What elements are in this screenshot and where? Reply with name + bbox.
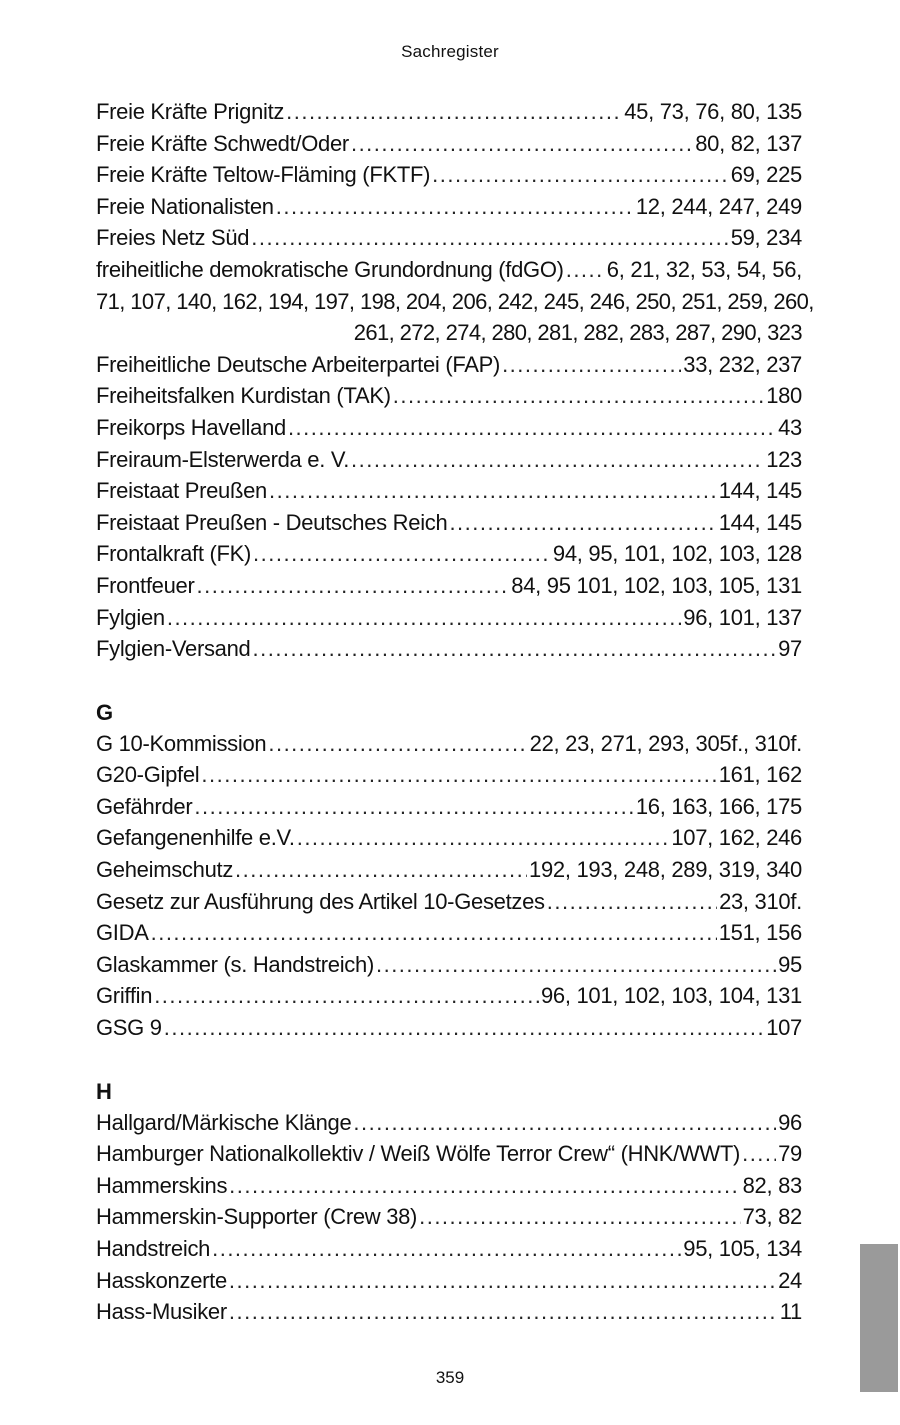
entry-pages: 123 xyxy=(766,446,802,472)
index-entry xyxy=(96,1138,802,1170)
entry-pages: 144, 145 xyxy=(718,478,802,504)
entry-pages: 6, 21, 32, 53, 54, 56, xyxy=(606,256,802,282)
entry-term: Gefangenenhilfe e.V. xyxy=(96,825,295,851)
entry-pages: 151, 156 xyxy=(718,920,802,946)
entry-term: Gesetz zur Ausführung des Artikel 10-Gesetzes xyxy=(96,888,545,914)
dot-leader xyxy=(742,1138,776,1170)
entry-pages: 69, 225 xyxy=(730,162,802,188)
index-entry xyxy=(96,791,802,823)
entry-term: Gefährder xyxy=(96,793,193,819)
entry-pages: 80, 82, 137 xyxy=(695,130,802,156)
index-entry xyxy=(96,159,802,191)
entry-term: Freie Kräfte Schwedt/Oder xyxy=(96,130,349,156)
entry-pages: 59, 234 xyxy=(730,225,802,251)
dot-leader xyxy=(566,254,605,286)
entry-pages: 107, 162, 246 xyxy=(671,825,802,851)
entry-term: Fylgien-Versand xyxy=(96,636,251,662)
entry-term: GSG 9 xyxy=(96,1015,162,1041)
index-entry xyxy=(96,822,802,854)
index-entry xyxy=(96,633,802,665)
index-entry xyxy=(96,444,802,476)
dot-leader xyxy=(351,128,693,160)
dot-leader xyxy=(212,1233,681,1265)
dot-leader xyxy=(353,1107,776,1139)
section-letter: H xyxy=(96,1078,112,1104)
entry-pages: 16, 163, 166, 175 xyxy=(635,793,802,819)
index-entry xyxy=(96,886,802,918)
entry-term: Freistaat Preußen xyxy=(96,478,267,504)
entry-pages-continuation: 261, 272, 274, 280, 281, 282, 283, 287, 290, 323 xyxy=(353,320,802,346)
index-entry xyxy=(96,349,802,381)
index-entry xyxy=(96,728,802,760)
dot-leader xyxy=(449,507,716,539)
entry-pages: 96 xyxy=(778,1109,802,1135)
dot-leader xyxy=(235,854,527,886)
entry-pages: 97 xyxy=(778,636,802,662)
entry-pages: 33, 232, 237 xyxy=(683,351,802,377)
entry-pages: 107 xyxy=(766,1015,802,1041)
dot-leader xyxy=(351,444,764,476)
dot-leader xyxy=(297,822,670,854)
entry-pages: 22, 23, 271, 293, 305f., 310f. xyxy=(529,730,802,756)
entry-term: Freikorps Havelland xyxy=(96,414,286,440)
index-entry xyxy=(96,917,802,949)
entry-term: G 10-Kommission xyxy=(96,730,267,756)
index-entry xyxy=(96,1107,802,1139)
index-entry xyxy=(96,538,802,570)
entry-pages: 23, 310f. xyxy=(719,888,802,914)
index-section xyxy=(96,697,802,1044)
index-entry xyxy=(96,980,802,1012)
dot-leader xyxy=(288,412,776,444)
entry-pages: 84, 95 101, 102, 103, 105, 131 xyxy=(511,572,802,598)
entry-pages: 161, 162 xyxy=(718,762,802,788)
dot-leader xyxy=(276,191,634,223)
index-entry xyxy=(96,507,802,539)
page-number: 359 xyxy=(435,1368,465,1387)
entry-pages: 94, 95, 101, 102, 103, 128 xyxy=(552,541,802,567)
entry-term: Frontfeuer xyxy=(96,572,195,598)
index-entry xyxy=(96,191,802,223)
dot-leader xyxy=(229,1296,778,1328)
entry-pages: 96, 101, 102, 103, 104, 131 xyxy=(540,983,802,1009)
entry-pages: 180 xyxy=(766,383,802,409)
entry-term: Geheimschutz xyxy=(96,857,234,883)
dot-leader xyxy=(229,1265,776,1297)
index-entry xyxy=(96,412,802,444)
entry-term: G20-Gipfel xyxy=(96,762,200,788)
entry-term: Freiheitsfalken Kurdistan (TAK) xyxy=(96,383,391,409)
index-entry xyxy=(96,570,802,602)
dot-leader xyxy=(164,1012,764,1044)
entry-term: Freiheitliche Deutsche Arbeiterpartei (FAP) xyxy=(96,351,501,377)
entry-pages: 95 xyxy=(778,951,802,977)
running-title: Sachregister xyxy=(401,42,499,61)
dot-leader xyxy=(286,96,622,128)
entry-term: Freiraum-Elsterwerda e. V. xyxy=(96,446,350,472)
index-entry xyxy=(96,222,802,254)
index-section xyxy=(96,1076,802,1328)
dot-leader xyxy=(151,917,717,949)
index-entry xyxy=(96,1265,802,1297)
dot-leader xyxy=(269,475,717,507)
dot-leader xyxy=(376,949,776,981)
dot-leader xyxy=(253,538,551,570)
subject-index xyxy=(96,96,814,1328)
entry-pages-continuation: 71, 107, 140, 162, 194, 197, 198, 204, 206, 242, 245, 246, 250, 251, 259, 260, xyxy=(96,288,814,314)
entry-pages: 96, 101, 137 xyxy=(683,604,802,630)
index-entry xyxy=(96,602,802,634)
entry-term: Freistaat Preußen - Deutsches Reich xyxy=(96,509,448,535)
entry-term: Frontalkraft (FK) xyxy=(96,541,252,567)
entry-term: Glaskammer (s. Handstreich) xyxy=(96,951,374,977)
index-section xyxy=(96,96,814,665)
dot-leader xyxy=(194,791,633,823)
entry-pages: 79 xyxy=(778,1141,802,1167)
dot-leader xyxy=(268,728,527,760)
dot-leader xyxy=(154,980,539,1012)
dot-leader xyxy=(197,570,510,602)
entry-term: Freie Kräfte Teltow-Fläming (FKTF) xyxy=(96,162,431,188)
entry-pages: 11 xyxy=(779,1299,802,1325)
index-entry xyxy=(96,759,802,791)
entry-pages: 43 xyxy=(778,414,802,440)
dot-leader xyxy=(393,380,764,412)
entry-term: Handstreich xyxy=(96,1236,211,1261)
entry-term: Griffin xyxy=(96,983,153,1009)
index-entry xyxy=(96,1012,802,1044)
index-entry xyxy=(96,1233,802,1265)
index-entry xyxy=(96,254,802,286)
dot-leader xyxy=(547,886,717,918)
entry-pages: 192, 193, 248, 289, 319, 340 xyxy=(529,857,802,883)
dot-leader xyxy=(251,222,728,254)
index-entry xyxy=(96,128,802,160)
index-entry xyxy=(96,96,802,128)
entry-term: Hammerskins xyxy=(96,1172,228,1198)
entry-term: Freie Nationalisten xyxy=(96,193,274,219)
dot-leader xyxy=(419,1201,741,1233)
entry-pages: 144, 145 xyxy=(718,509,802,535)
entry-term: Freies Netz Süd xyxy=(96,225,250,251)
index-entry xyxy=(96,854,802,886)
index-entry xyxy=(96,1201,802,1233)
dot-leader xyxy=(252,633,776,665)
index-entry xyxy=(96,380,802,412)
index-entry xyxy=(96,475,802,507)
entry-term: freiheitliche demokratische Grundordnung (fdGO) xyxy=(96,256,564,282)
dot-leader xyxy=(502,349,681,381)
index-entry xyxy=(96,1296,802,1328)
entry-term: Hallgard/Märkische Klänge xyxy=(96,1109,352,1135)
entry-term: Hamburger Nationalkollektiv / Weiß Wölfe Terror Crew“ (HNK/WWT) xyxy=(96,1141,741,1167)
index-entry xyxy=(96,1170,802,1202)
entry-term: Hammerskin-Supporter (Crew 38) xyxy=(96,1204,418,1230)
dot-leader xyxy=(229,1170,740,1202)
section-letter: G xyxy=(96,699,114,725)
entry-term: Freie Kräfte Prignitz xyxy=(96,99,285,124)
entry-pages: 73, 82 xyxy=(742,1204,802,1230)
index-entry xyxy=(96,949,802,981)
entry-pages: 95, 105, 134 xyxy=(683,1236,802,1261)
entry-pages: 45, 73, 76, 80, 135 xyxy=(624,99,802,124)
dot-leader xyxy=(201,759,716,791)
entry-term: Hass-Musiker xyxy=(96,1299,227,1325)
entry-term: GIDA xyxy=(96,920,149,946)
entry-pages: 82, 83 xyxy=(742,1172,802,1198)
entry-term: Hasskonzerte xyxy=(96,1267,227,1293)
dot-leader xyxy=(432,159,729,191)
dot-leader xyxy=(167,602,681,634)
entry-pages: 12, 244, 247, 249 xyxy=(635,193,802,219)
entry-pages: 24 xyxy=(778,1267,802,1293)
entry-term: Fylgien xyxy=(96,604,165,630)
